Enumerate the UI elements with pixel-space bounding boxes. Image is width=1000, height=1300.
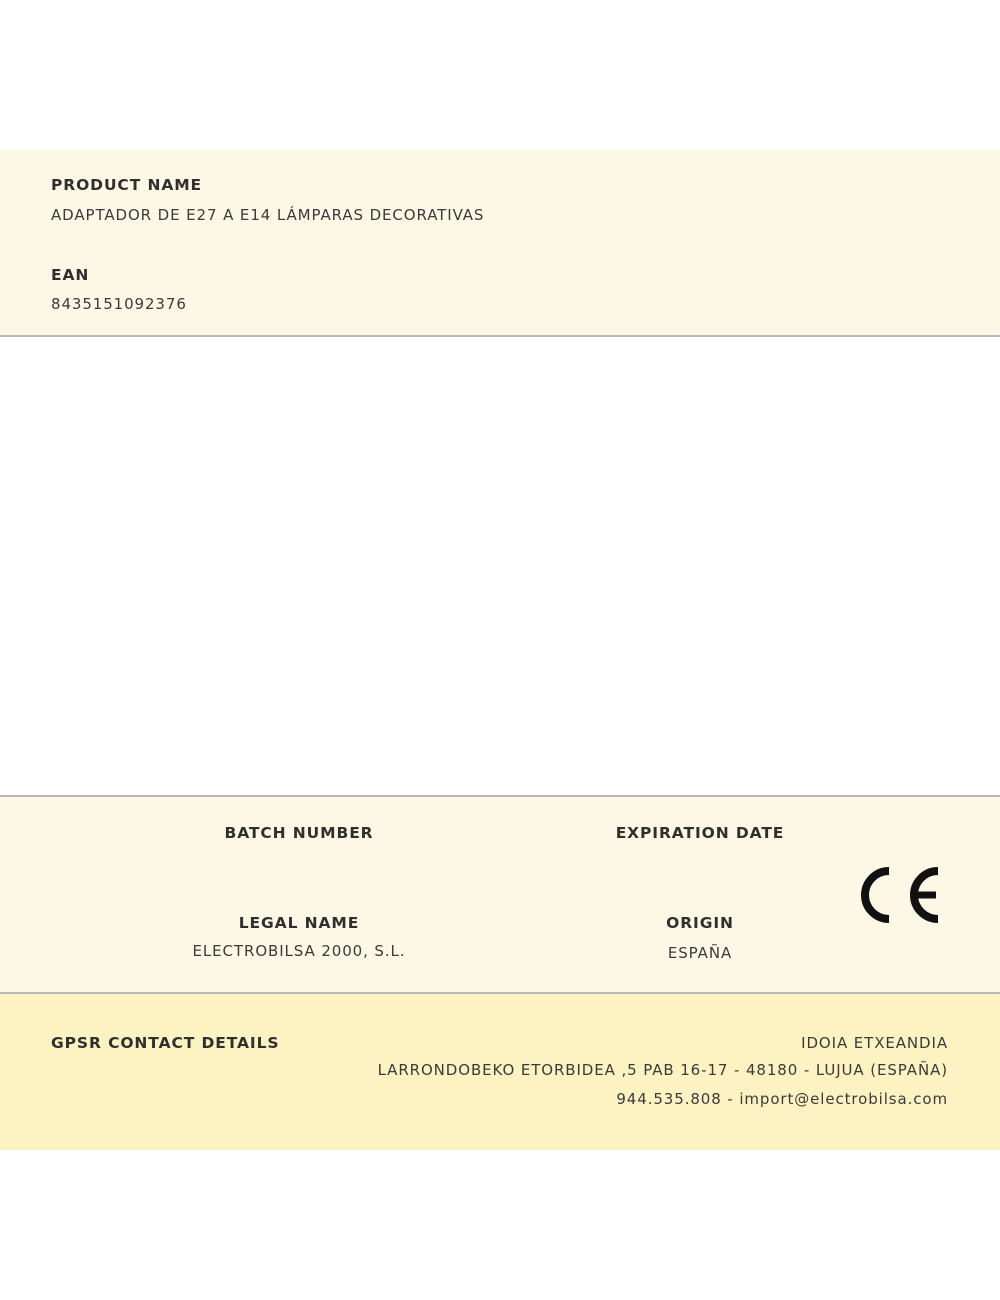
origin-label: ORIGIN xyxy=(666,914,734,932)
ean-value: 8435151092376 xyxy=(51,295,187,313)
legal-name-label: LEGAL NAME xyxy=(238,914,360,932)
contact-phone-email: 944.535.808 - import@electrobilsa.com xyxy=(616,1090,948,1108)
gpsr-contact-label: GPSR CONTACT DETAILS xyxy=(51,1034,280,1052)
origin-value: ESPAÑA xyxy=(667,944,733,962)
product-name-value: ADAPTADOR DE E27 A E14 LÁMPARAS DECORATIVAS xyxy=(51,206,485,224)
expiration-date-label: EXPIRATION DATE xyxy=(615,824,785,842)
product-name-label: PRODUCT NAME xyxy=(51,176,203,194)
details-section xyxy=(0,795,1000,994)
contact-address: LARRONDOBEKO ETORBIDEA ,5 PAB 16-17 - 48180 - LUJUA (ESPAÑA) xyxy=(377,1061,948,1079)
ce-mark-icon xyxy=(858,864,942,926)
contact-person-name: IDOIA ETXEANDIA xyxy=(801,1034,948,1052)
legal-name-value: ELECTROBILSA 2000, S.L. xyxy=(192,942,406,960)
batch-number-label: BATCH NUMBER xyxy=(224,824,374,842)
ean-label: EAN xyxy=(51,266,90,284)
